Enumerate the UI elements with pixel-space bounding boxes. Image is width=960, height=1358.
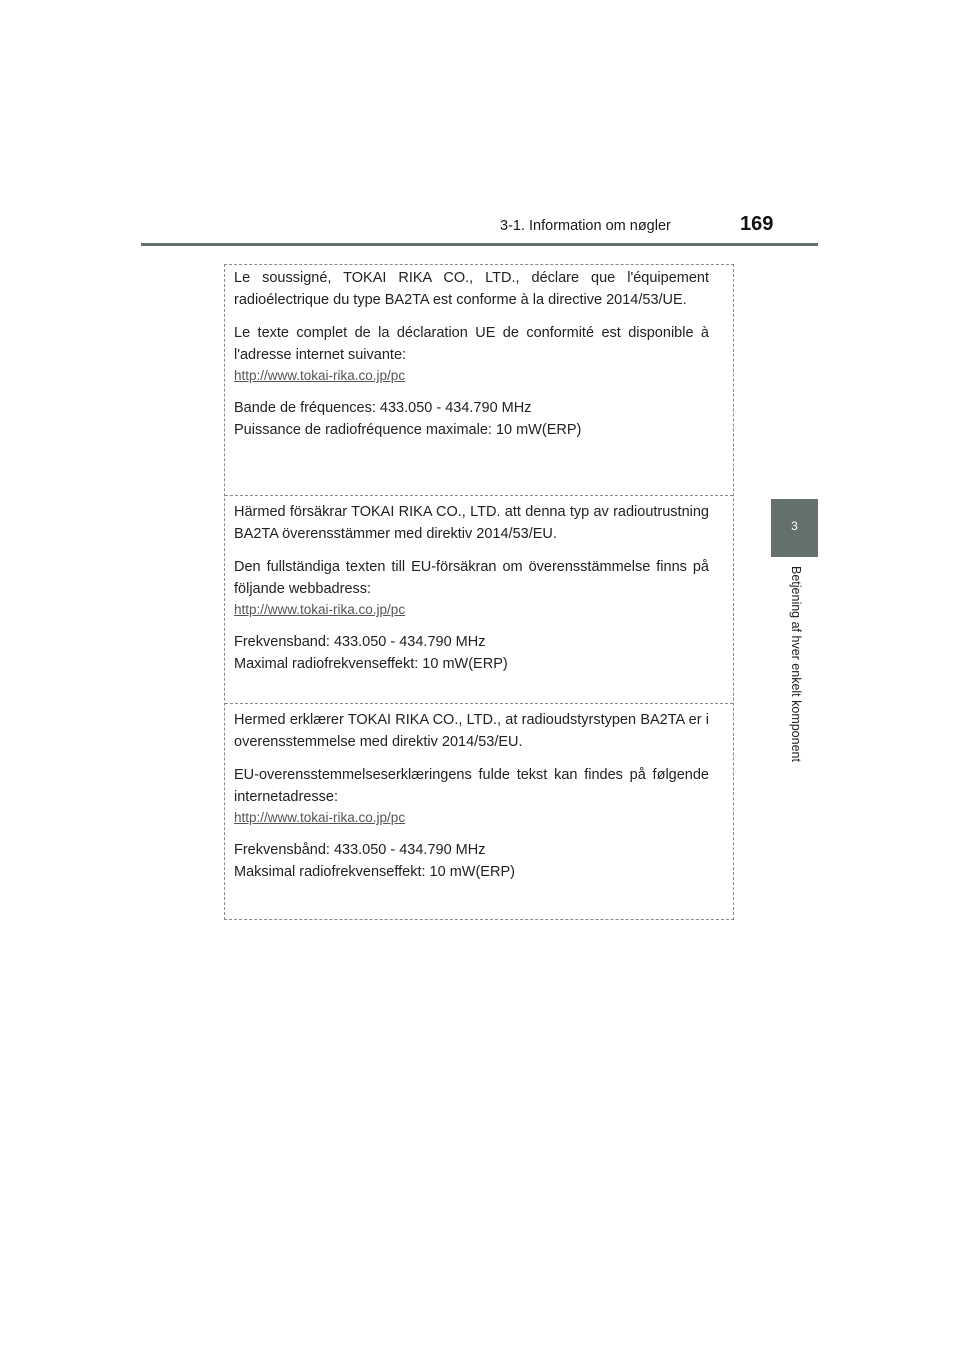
chapter-tab[interactable] xyxy=(771,499,818,557)
declaration-section-fr xyxy=(225,268,733,441)
header-rule xyxy=(141,243,818,246)
frequency-band: Frekvensbånd: 433.050 - 434.790 MHz xyxy=(234,842,486,858)
declaration-availability: Den fullständiga texten till EU-försäkran om överensstämmelse finns på följande webbadress: xyxy=(234,559,709,597)
declaration-section-da xyxy=(225,710,733,883)
declaration-url-link[interactable]: http://www.tokai-rika.co.jp/pc xyxy=(234,602,406,617)
declaration-statement: Härmed försäkrar TOKAI RIKA CO., LTD. att denna typ av radioutrustning BA2TA överensstämmer med direktiv 2014/53/EU. xyxy=(234,504,709,542)
declaration-section-sv xyxy=(225,502,733,675)
max-power: Puissance de radiofréquence maximale: 10 mW(ERP) xyxy=(234,421,582,438)
page-number: 169 xyxy=(740,213,774,235)
declaration-availability: EU-overensstemmelseserklæringens fulde tekst kan findes på følgende internetadresse: xyxy=(234,767,709,805)
chapter-title-container xyxy=(786,566,806,796)
declaration-url-link[interactable]: http://www.tokai-rika.co.jp/pc xyxy=(234,810,406,825)
declaration-availability: Le texte complet de la déclaration UE de conformité est disponible à l'adresse internet suivante: xyxy=(234,325,709,363)
declaration-statement: Hermed erklærer TOKAI RIKA CO., LTD., at radioudstyrstypen BA2TA er i overensstemmelse med direktiv 2014/53/EU. xyxy=(234,712,709,750)
chapter-title: Betjening af hver enkelt komponent xyxy=(789,566,803,762)
declaration-box xyxy=(224,264,734,920)
frequency-band: Frekvensband: 433.050 - 434.790 MHz xyxy=(234,634,486,650)
max-power: Maksimal radiofrekvenseffekt: 10 mW(ERP) xyxy=(234,863,515,880)
section-divider xyxy=(225,703,733,704)
section-title: 3-1. Information om nøgler xyxy=(500,218,671,234)
max-power: Maximal radiofrekvenseffekt: 10 mW(ERP) xyxy=(234,655,508,672)
chapter-number: 3 xyxy=(791,519,798,533)
declaration-url-link[interactable]: http://www.tokai-rika.co.jp/pc xyxy=(234,368,406,383)
frequency-band: Bande de fréquences: 433.050 - 434.790 MHz xyxy=(234,400,532,416)
declaration-statement: Le soussigné, TOKAI RIKA CO., LTD., déclare que l'équipement radioélectrique du type BA2TA est conforme à la directive 2014/53/UE. xyxy=(234,270,709,308)
section-divider xyxy=(225,495,733,496)
